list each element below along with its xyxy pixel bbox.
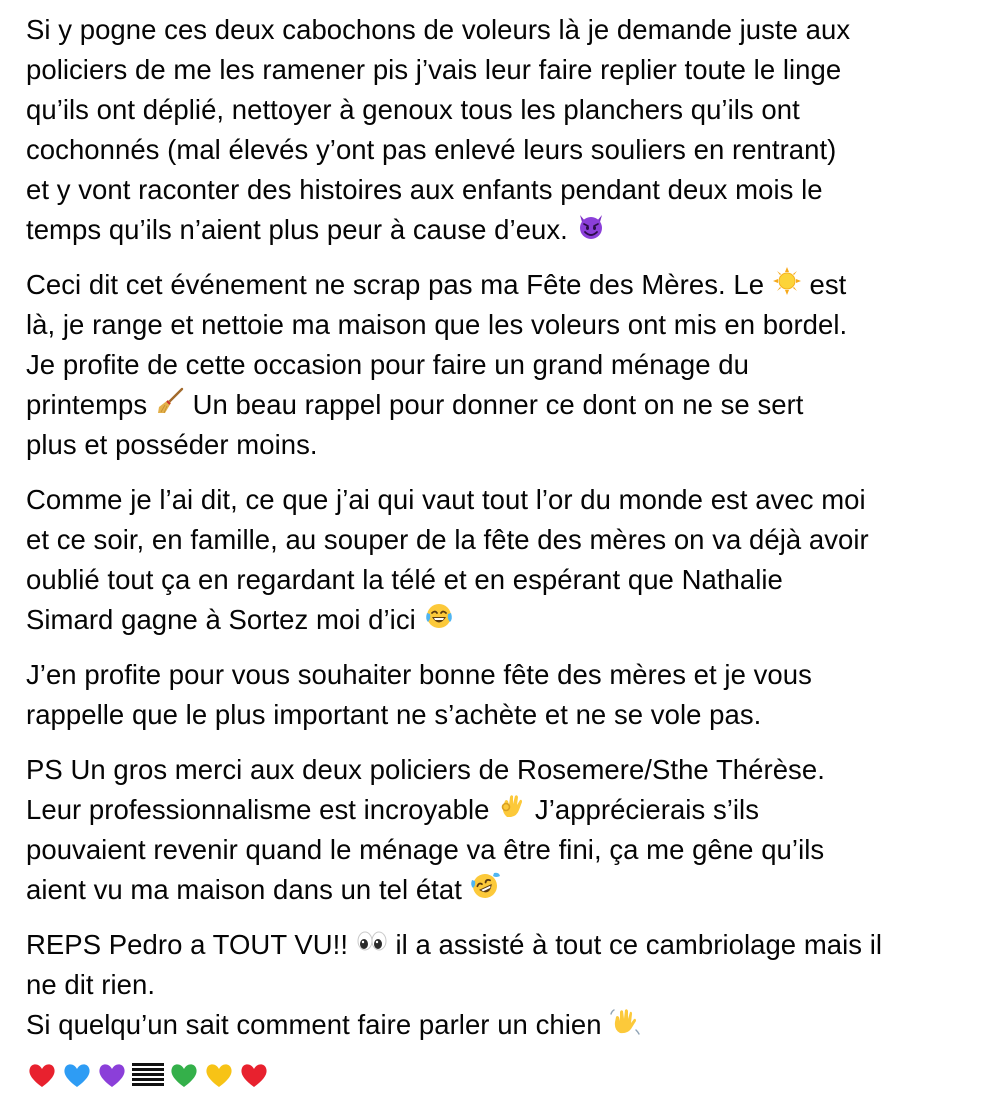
text-line [26, 210, 976, 250]
text-line: là, je range et nettoie ma maison que les voleurs ont mis en bordel. [26, 309, 848, 340]
text-line: et ce soir, en famille, au souper de la fête des mères on va déjà avoir [26, 524, 869, 555]
post-body [26, 10, 976, 1101]
text-segment: Ceci dit cet événement ne scrap pas ma Fête des Mères. Le [26, 269, 765, 300]
text-line [26, 265, 976, 305]
text-line [26, 1005, 976, 1045]
paragraph-5 [26, 750, 976, 910]
text-line: plus et posséder moins. [26, 429, 318, 460]
face-with-tears-of-joy-icon [424, 601, 454, 636]
smiling-devil-icon [576, 211, 606, 246]
emoji-hearts-row [26, 1060, 976, 1101]
text-line: qu’ils ont déplié, nettoyer à genoux tous les planchers qu’ils ont [26, 94, 800, 125]
paragraph-1 [26, 10, 976, 250]
paragraph-2 [26, 265, 976, 465]
sun-icon [772, 266, 802, 301]
rolling-on-floor-laughing-icon [470, 871, 500, 906]
text-line [26, 385, 976, 425]
red-heart-icon [26, 1060, 58, 1101]
red-heart-icon [238, 1060, 270, 1101]
text-segment: printemps [26, 389, 148, 420]
text-line: Si y pogne ces deux cabochons de voleurs là je demande juste aux [26, 14, 851, 45]
text-line [26, 870, 976, 910]
text-segment: aient vu ma maison dans un tel état [26, 874, 462, 905]
text-segment: Un beau rappel pour donner ce dont on ne se sert [192, 389, 804, 420]
text-line: ne dit rien. [26, 969, 156, 1000]
text-line: oublié tout ça en regardant la télé et en espérant que Nathalie [26, 564, 783, 595]
eyes-icon [356, 926, 388, 961]
text-line [26, 925, 976, 965]
text-segment: Leur professionnalisme est incroyable [26, 794, 490, 825]
text-line: policiers de me les ramener pis j’vais leur faire replier toute le linge [26, 54, 842, 85]
text-segment: il a assisté à tout ce cambriolage mais il [395, 929, 883, 960]
yellow-heart-icon [203, 1060, 235, 1101]
black-stripes-icon [131, 1060, 165, 1101]
purple-heart-icon [96, 1060, 128, 1101]
text-line: cochonnés (mal élevés y’ont pas enlevé leurs souliers en rentrant) [26, 134, 837, 165]
text-segment: REPS Pedro a TOUT VU!! [26, 929, 349, 960]
blue-heart-icon [61, 1060, 93, 1101]
paragraph-6 [26, 925, 976, 1045]
text-line [26, 600, 976, 640]
text-line: rappelle que le plus important ne s’achète et ne se vole pas. [26, 699, 762, 730]
text-line: PS Un gros merci aux deux policiers de Rosemere/Sthe Thérèse. [26, 754, 825, 785]
text-segment: Si quelqu’un sait comment faire parler un chien [26, 1009, 602, 1040]
text-segment: J’apprécierais s’ils [534, 794, 760, 825]
waving-hand-icon [609, 1006, 641, 1041]
paragraph-4 [26, 655, 976, 735]
broom-icon [155, 386, 185, 421]
text-line: J’en profite pour vous souhaiter bonne fête des mères et je vous [26, 659, 812, 690]
text-line [26, 790, 976, 830]
text-segment: temps qu’ils n’aient plus peur à cause d’eux. [26, 214, 568, 245]
text-line: et y vont raconter des histoires aux enfants pendant deux mois le [26, 174, 823, 205]
text-segment: est [809, 269, 847, 300]
ok-hand-icon [497, 791, 527, 826]
paragraph-3 [26, 480, 976, 640]
text-line: Je profite de cette occasion pour faire un grand ménage du [26, 349, 749, 380]
text-line: Comme je l’ai dit, ce que j’ai qui vaut tout l’or du monde est avec moi [26, 484, 866, 515]
text-line: pouvaient revenir quand le ménage va être fini, ça me gêne qu’ils [26, 834, 825, 865]
text-segment: Simard gagne à Sortez moi d’ici [26, 604, 416, 635]
green-heart-icon [168, 1060, 200, 1101]
